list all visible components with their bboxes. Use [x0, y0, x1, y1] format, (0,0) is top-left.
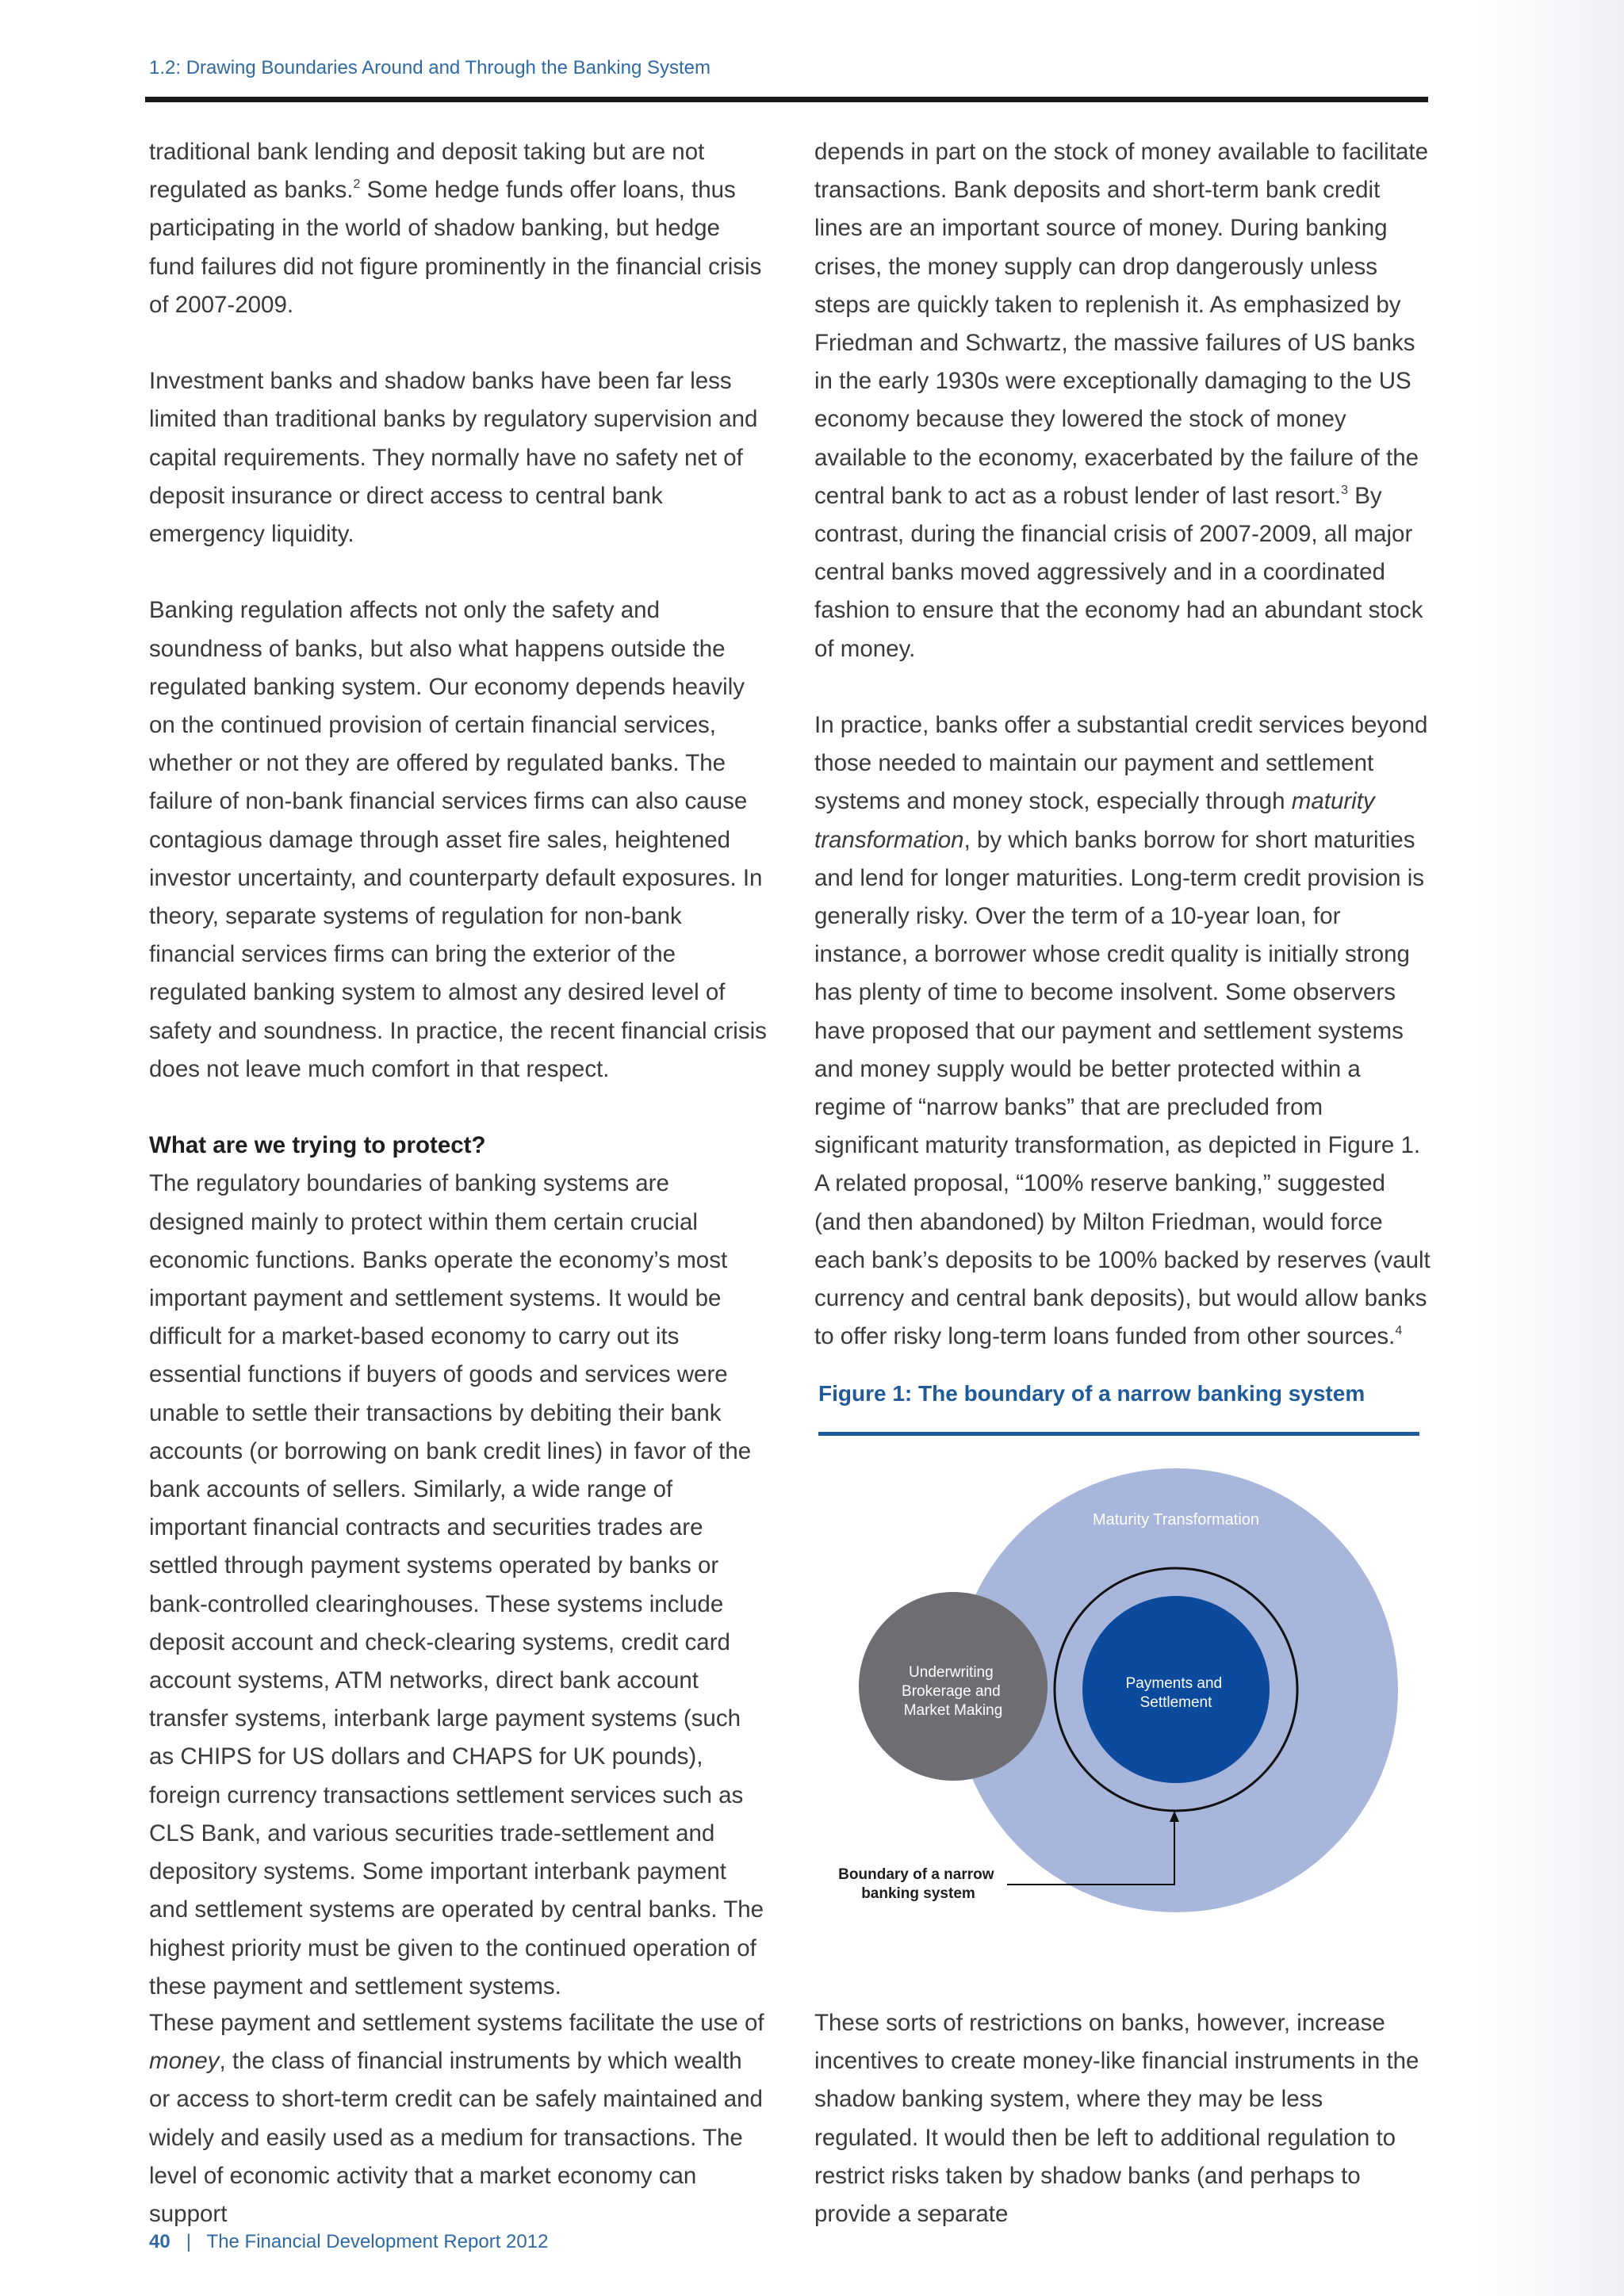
right-column — [814, 133, 1433, 1356]
underwriting-label: Underwriting Brokerage and Market Making — [902, 1664, 1003, 1719]
footer-separator: | — [186, 2231, 191, 2252]
left-paragraph-5: These payment and settlement systems facilitate the use of money, the class of financial instruments by which wealth or access to short-term credit can be safely maintained and widely and easily used as a medium for transactions. The level of economic activity that a market economy can support — [149, 2010, 764, 2228]
figure-title-rule — [818, 1432, 1419, 1436]
left-paragraph-1: traditional bank lending and deposit taking but are not regulated as banks.$^2$ Some hedge funds offer loans, thus participating in the world of shadow banking, but hedge fund failures did not figure prominently in the financial crisis of 2007-2009. — [149, 139, 762, 318]
page-footer — [149, 2231, 548, 2253]
page-number: 40 — [149, 2231, 170, 2252]
narrow-banking-diagram — [818, 1443, 1429, 1934]
figure-title: Figure 1: The boundary of a narrow banking system — [818, 1381, 1365, 1406]
section-heading: What are we trying to protect? — [149, 1132, 486, 1159]
left-paragraph-3: Banking regulation affects not only the safety and soundness of banks, but also what happens outside the regulated banking system. Our economy depends heavily on the continued provision of certain financial services, whether or not they are offered by regulated banks. The failure of non-bank financial services firms can also cause contagious damage through asset fire sales, heightened investor uncertainty, and counterparty default exposures. In theory, separate systems of regulation for non-bank financial services firms can bring the exterior of the regulated banking system to almost any desired level of safety and soundness. In practice, the recent financial crisis does not leave much comfort in that respect. — [149, 597, 767, 1082]
page-edge-shadow — [1473, 0, 1624, 2296]
right-paragraph-3: These sorts of restrictions on banks, however, increase incentives to create money-like financial instruments in the shadow banking system, where they may be less regulated. It would then be left to additional regulation to restrict risks taken by shadow banks (and perhaps to provide a separate — [814, 2010, 1419, 2228]
footnote-ref-4: 4 — [1395, 1324, 1403, 1338]
payments-settlement-label: Payments and Settlement — [1125, 1675, 1223, 1711]
publication-title: The Financial Development Report 2012 — [206, 2231, 549, 2252]
maturity-transformation-label: Maturity Transformation — [1092, 1511, 1260, 1529]
left-paragraph-2: Investment banks and shadow banks have been far less limited than traditional banks by regulatory supervision and capital requirements. They normally have no safety net of deposit insurance or direct access to central bank emergency liquidity. — [149, 368, 758, 548]
callout-label: Boundary of a narrow banking system — [838, 1866, 994, 1902]
right-paragraph-2: In practice, banks offer a substantial credit services beyond those needed to maintain our payment and settlement systems and money stock, especially through maturity transformation, by which banks borrow for short maturities and lend for longer maturities. Long-term credit provision is generally risky. Over the term of a 10-year loan, for instance, a borrower whose credit quality is initially strong has plenty of time to become insolvent. Some observers have proposed that our payment and settlement systems and money supply would be better protected within a regime of “narrow banks” that are precluded from significant maturity transformation, as depicted in Figure 1. A related proposal, “100% reserve banking,” suggested (and then abandoned) by Milton Friedman, would force each bank’s deposits to be 100% backed by reserves (vault currency and central bank deposits), but would allow banks to offer risky long-term loans funded from other sources.$^4$ — [814, 712, 1431, 1350]
left-paragraph-4: The regulatory boundaries of banking systems are designed mainly to protect within them certain crucial economic functions. Banks operate the economy’s most important payment and settlement systems. It would be difficult for a market-based economy to carry out its essential functions if buyers of goods and services were unable to settle their transactions by debiting their bank accounts (or borrowing on bank credit lines) in favor of the bank accounts of sellers. Similarly, a wide range of important financial contracts and securities trades are settled through payment systems operated by banks or bank-controlled clearinghouses. These systems include deposit account and check-clearing systems, credit card account systems, ATM networks, direct bank account transfer systems, interbank large payment systems (such as CHIPS for US dollars and CHAPS for UK pounds), foreign currency transactions settlement services such as CLS Bank, and various securities trade-settlement and depository systems. Some important interbank payment and settlement systems are operated by central banks. The highest priority must be given to the continued operation of these payment and settlement systems. — [149, 1170, 764, 1999]
left-column — [149, 133, 768, 2044]
footnote-ref-2: 2 — [353, 178, 361, 192]
running-header: 1.2: Drawing Boundaries Around and Through the Banking System — [149, 57, 710, 78]
header-rule — [145, 97, 1428, 102]
right-paragraph-1: depends in part on the stock of money available to facilitate transactions. Bank deposits and short-term bank credit lines are an important source of money. During banking crises, the money supply can drop dangerously unless steps are quickly taken to replenish it. As emphasized by Friedman and Schwartz, the massive failures of US banks in the early 1930s were exceptionally damaging to the US economy because they lowered the stock of money available to the economy, exacerbated by the failure of the central bank to act as a robust lender of last resort.$^3$ By contrast, during the financial crisis of 2007-2009, all major central banks moved aggressively and in a coordinated fashion to ensure that the economy had an abundant stock of money. — [814, 139, 1429, 662]
footnote-ref-3: 3 — [1341, 483, 1349, 497]
